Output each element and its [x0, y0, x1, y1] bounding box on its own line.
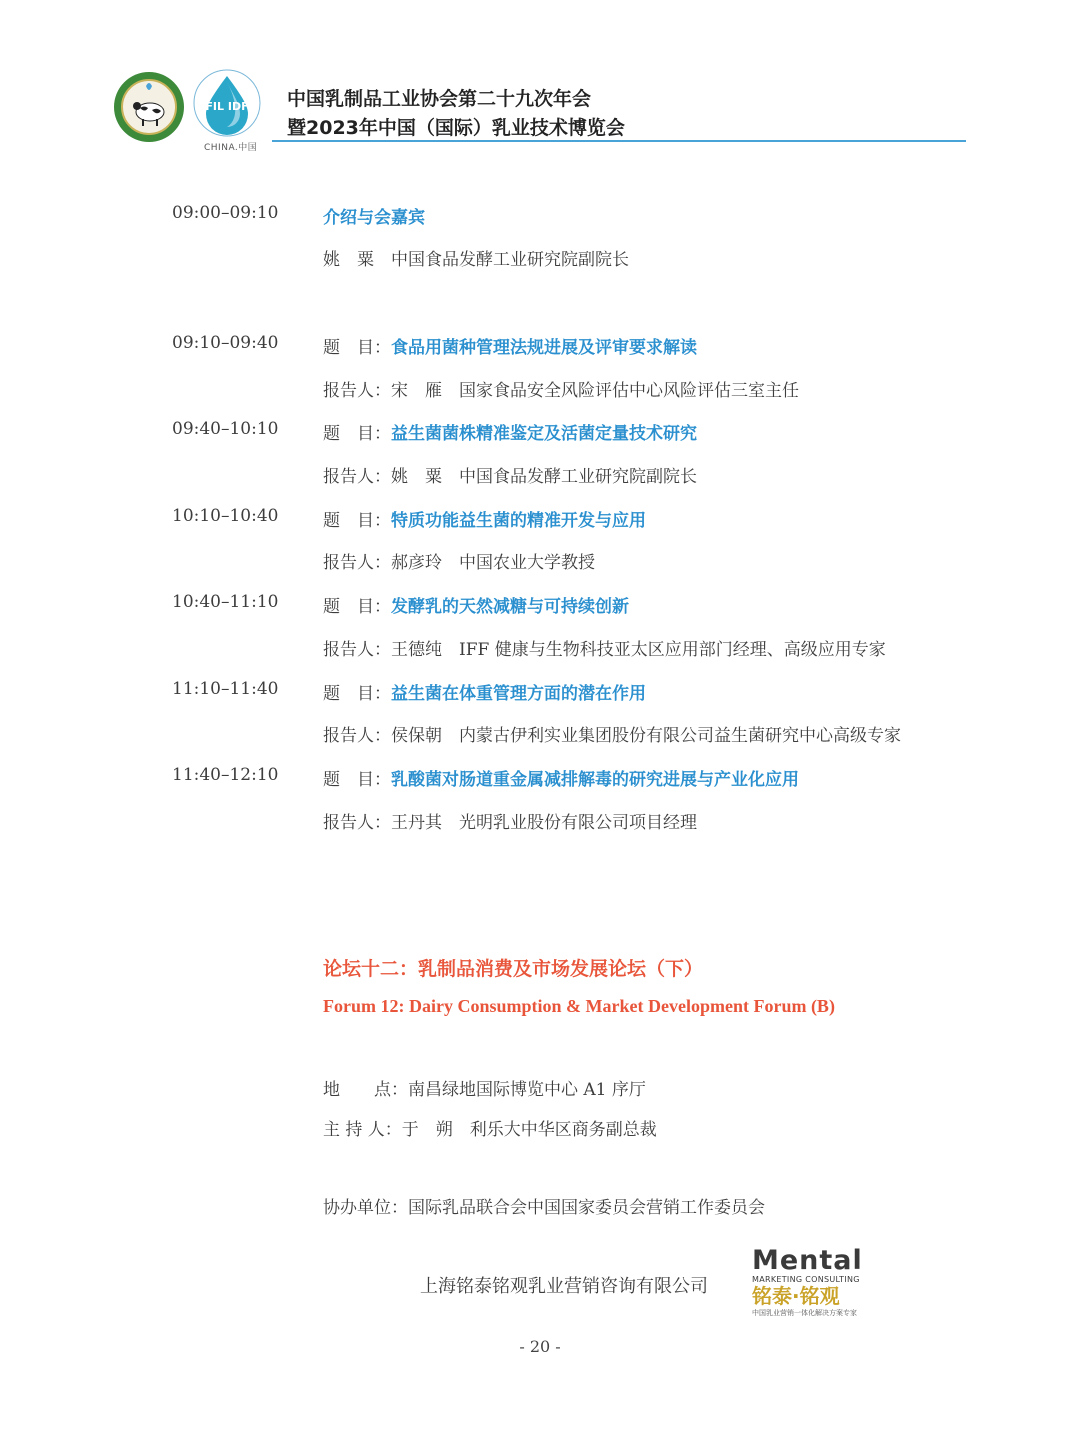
session-detail: 姚 粟 中国食品发酵工业研究院副院长 [323, 250, 629, 270]
session-speaker: 报告人：王德纯 IFF 健康与生物科技亚太区应用部门经理、高级应用专家 [323, 640, 886, 660]
idf-china-label: CHINA.中国 [204, 143, 258, 153]
session-speaker: 报告人：宋 雁 国家食品安全风险评估中心风险评估三室主任 [323, 381, 799, 401]
idf-logo [192, 68, 262, 138]
title-label: 题 目： [323, 597, 391, 617]
forum-title-cn: 论坛十二：乳制品消费及市场发展论坛（下） [323, 958, 704, 980]
session-title: 益生菌在体重管理方面的潜在作用 [391, 684, 646, 704]
forum-host: 主 持 人：于 朔 利乐大中华区商务副总裁 [323, 1120, 657, 1140]
title-label: 题 目： [323, 338, 391, 358]
session-title: 介绍与会嘉宾 [323, 208, 425, 228]
session-title: 特质功能益生菌的精准开发与应用 [391, 511, 646, 531]
session-time: 10:10–10:40 [172, 506, 279, 526]
page-number: - 20 - [519, 1337, 561, 1356]
header-divider [272, 140, 966, 142]
session-title-row [323, 333, 697, 358]
forum-co-organizer: 协办单位：国际乳品联合会中国国家委员会营销工作委员会 [323, 1198, 765, 1218]
mental-logo-sub: MARKETING CONSULTING [752, 1275, 860, 1284]
mental-logo-tagline: 中国乳业营销一体化解决方案专家 [752, 1309, 857, 1317]
cdia-logo [112, 70, 186, 144]
session-title-row [323, 765, 799, 790]
session-time: 10:40–11:10 [172, 592, 279, 612]
session-speaker: 报告人：姚 粟 中国食品发酵工业研究院副院长 [323, 467, 697, 487]
title-label: 题 目： [323, 424, 391, 444]
title-label: 题 目： [323, 511, 391, 531]
session-speaker: 报告人：郝彦玲 中国农业大学教授 [323, 553, 595, 573]
session-time: 09:00–09:10 [172, 203, 279, 223]
forum-location: 地 点：南昌绿地国际博览中心 A1 序厅 [323, 1080, 646, 1100]
session-title: 益生菌菌株精准鉴定及活菌定量技术研究 [391, 424, 697, 444]
session-title-row [323, 679, 646, 704]
forum-title-en: Forum 12: Dairy Consumption & Market Development Forum (B) [323, 996, 835, 1016]
session-title: 乳酸菌对肠道重金属减排解毒的研究进展与产业化应用 [391, 770, 799, 790]
title-label: 题 目： [323, 684, 391, 704]
mental-logo-cn: 铭泰·铭观 [752, 1284, 840, 1308]
idf-logo-text: FIL IDF [205, 100, 249, 113]
session-time: 11:40–12:10 [172, 765, 279, 785]
session-title: 食品用菌种管理法规进展及评审要求解读 [391, 338, 697, 358]
session-time: 09:10–09:40 [172, 333, 279, 353]
session-speaker: 报告人：王丹其 光明乳业股份有限公司项目经理 [323, 813, 697, 833]
session-title-row [323, 419, 697, 444]
session-title-row [323, 592, 629, 617]
session-title-row [323, 203, 425, 228]
session-title-row [323, 506, 646, 531]
session-speaker: 报告人：侯保朝 内蒙古伊利实业集团股份有限公司益生菌研究中心高级专家 [323, 726, 901, 746]
mental-logo [752, 1247, 876, 1318]
header-title-line1: 中国乳制品工业协会第二十九次年会 [287, 88, 592, 110]
header-title-line2: 暨2023年中国（国际）乳业技术博览会 [287, 117, 625, 139]
mental-logo-word: Mental [752, 1245, 863, 1276]
session-time: 09:40–10:10 [172, 419, 279, 439]
title-label: 题 目： [323, 770, 391, 790]
company-name: 上海铭泰铭观乳业营销咨询有限公司 [420, 1276, 708, 1297]
session-time: 11:10–11:40 [172, 679, 279, 699]
session-title: 发酵乳的天然减糖与可持续创新 [391, 597, 629, 617]
